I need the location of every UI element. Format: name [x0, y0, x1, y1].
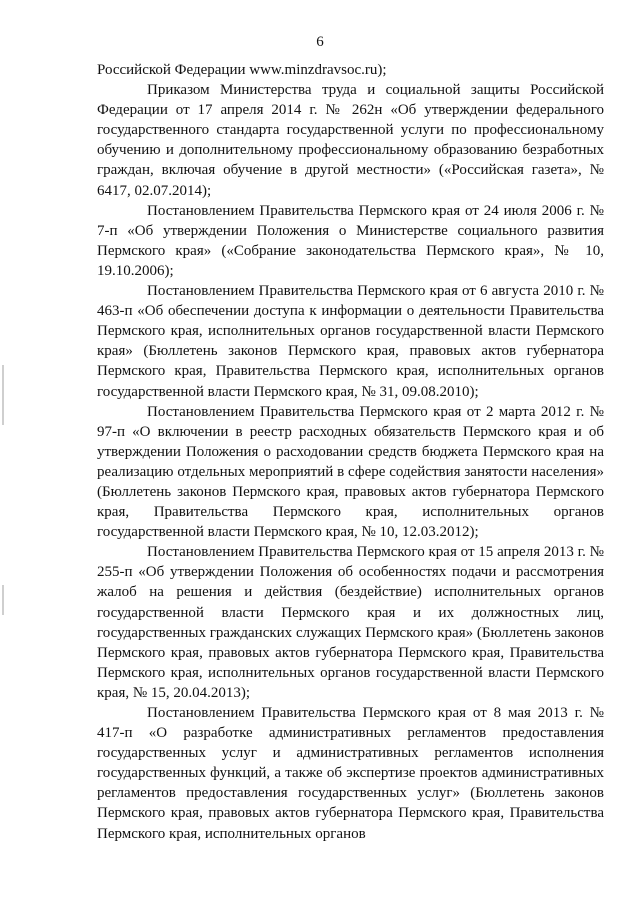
paragraph: Российской Федерации www.minzdravsoc.ru); [97, 62, 387, 78]
paragraph: Постановлением Правительства Пермского края от 6 августа 2010 г. № 463-п «Об обеспечении доступа к информации о деятельности Правительства Пермского края, исполнительных органов государственной власти Пермского края» (Бюллетень законов Пермского края, правовых актов губернатора Пермского края, Правительства Пермского края, исполнительных органов государственной власти Пермского края, № 31, 09.08.2010); [97, 283, 604, 400]
scan-edge-mark [2, 585, 4, 615]
scan-edge-mark [2, 365, 4, 425]
paragraph: Приказом Министерства труда и социальной защиты Российской Федерации от 17 апреля 2014 г. № 262н «Об утверждении федерального государственного стандарта государственной услуги по профессиональному обучению и дополнительному профессиональному образованию безработных граждан, включая обучение в другой местности» («Российская газета», № 6417, 02.07.2014); [97, 82, 604, 199]
paragraph: Постановлением Правительства Пермского края от 15 апреля 2013 г. № 255-п «Об утверждении Положения об особенностях подачи и рассмотрения жалоб на решения и действия (бездействие) исполнительных органов государственной власти Пермского края и их должностных лиц, государственных гражданских служащих Пермского края» (Бюллетень законов Пермского края, правовых актов губернатора Пермского края, Правительства Пермского края, исполнительных органов государственной власти Пермского края, № 15, 20.04.2013); [97, 544, 604, 701]
paragraph: Постановлением Правительства Пермского края от 8 мая 2013 г. № 417-п «О разработке административных регламентов предоставления государственных услуг и административных регламентов исполнения государственных функций, а также об экспертизе проектов административных регламентов предоставления государственных услуг» (Бюллетень законов Пермского края, правовых актов губернатора Пермского края, Правительства Пермского края, исполнительных органов [97, 705, 604, 842]
paragraph: Постановлением Правительства Пермского края от 24 июля 2006 г. № 7-п «Об утверждении Положения о Министерстве социального развития Пермского края» («Собрание законодательства Пермского края», № 10, 19.10.2006); [97, 202, 604, 279]
document-body [97, 60, 604, 844]
page-number: 6 [316, 34, 324, 50]
paragraph: Постановлением Правительства Пермского края от 2 марта 2012 г. № 97-п «О включении в реестр расходных обязательств Пермского края и об утверждении Положения о расходовании средств бюджета Пермского края на реализацию отдельных мероприятий в сфере содействия занятости населения» (Бюллетень законов Пермского края, правовых актов губернатора Пермского края, Правительства Пермского края, исполнительных органов государственной власти Пермского края, № 10, 12.03.2012); [97, 403, 604, 541]
